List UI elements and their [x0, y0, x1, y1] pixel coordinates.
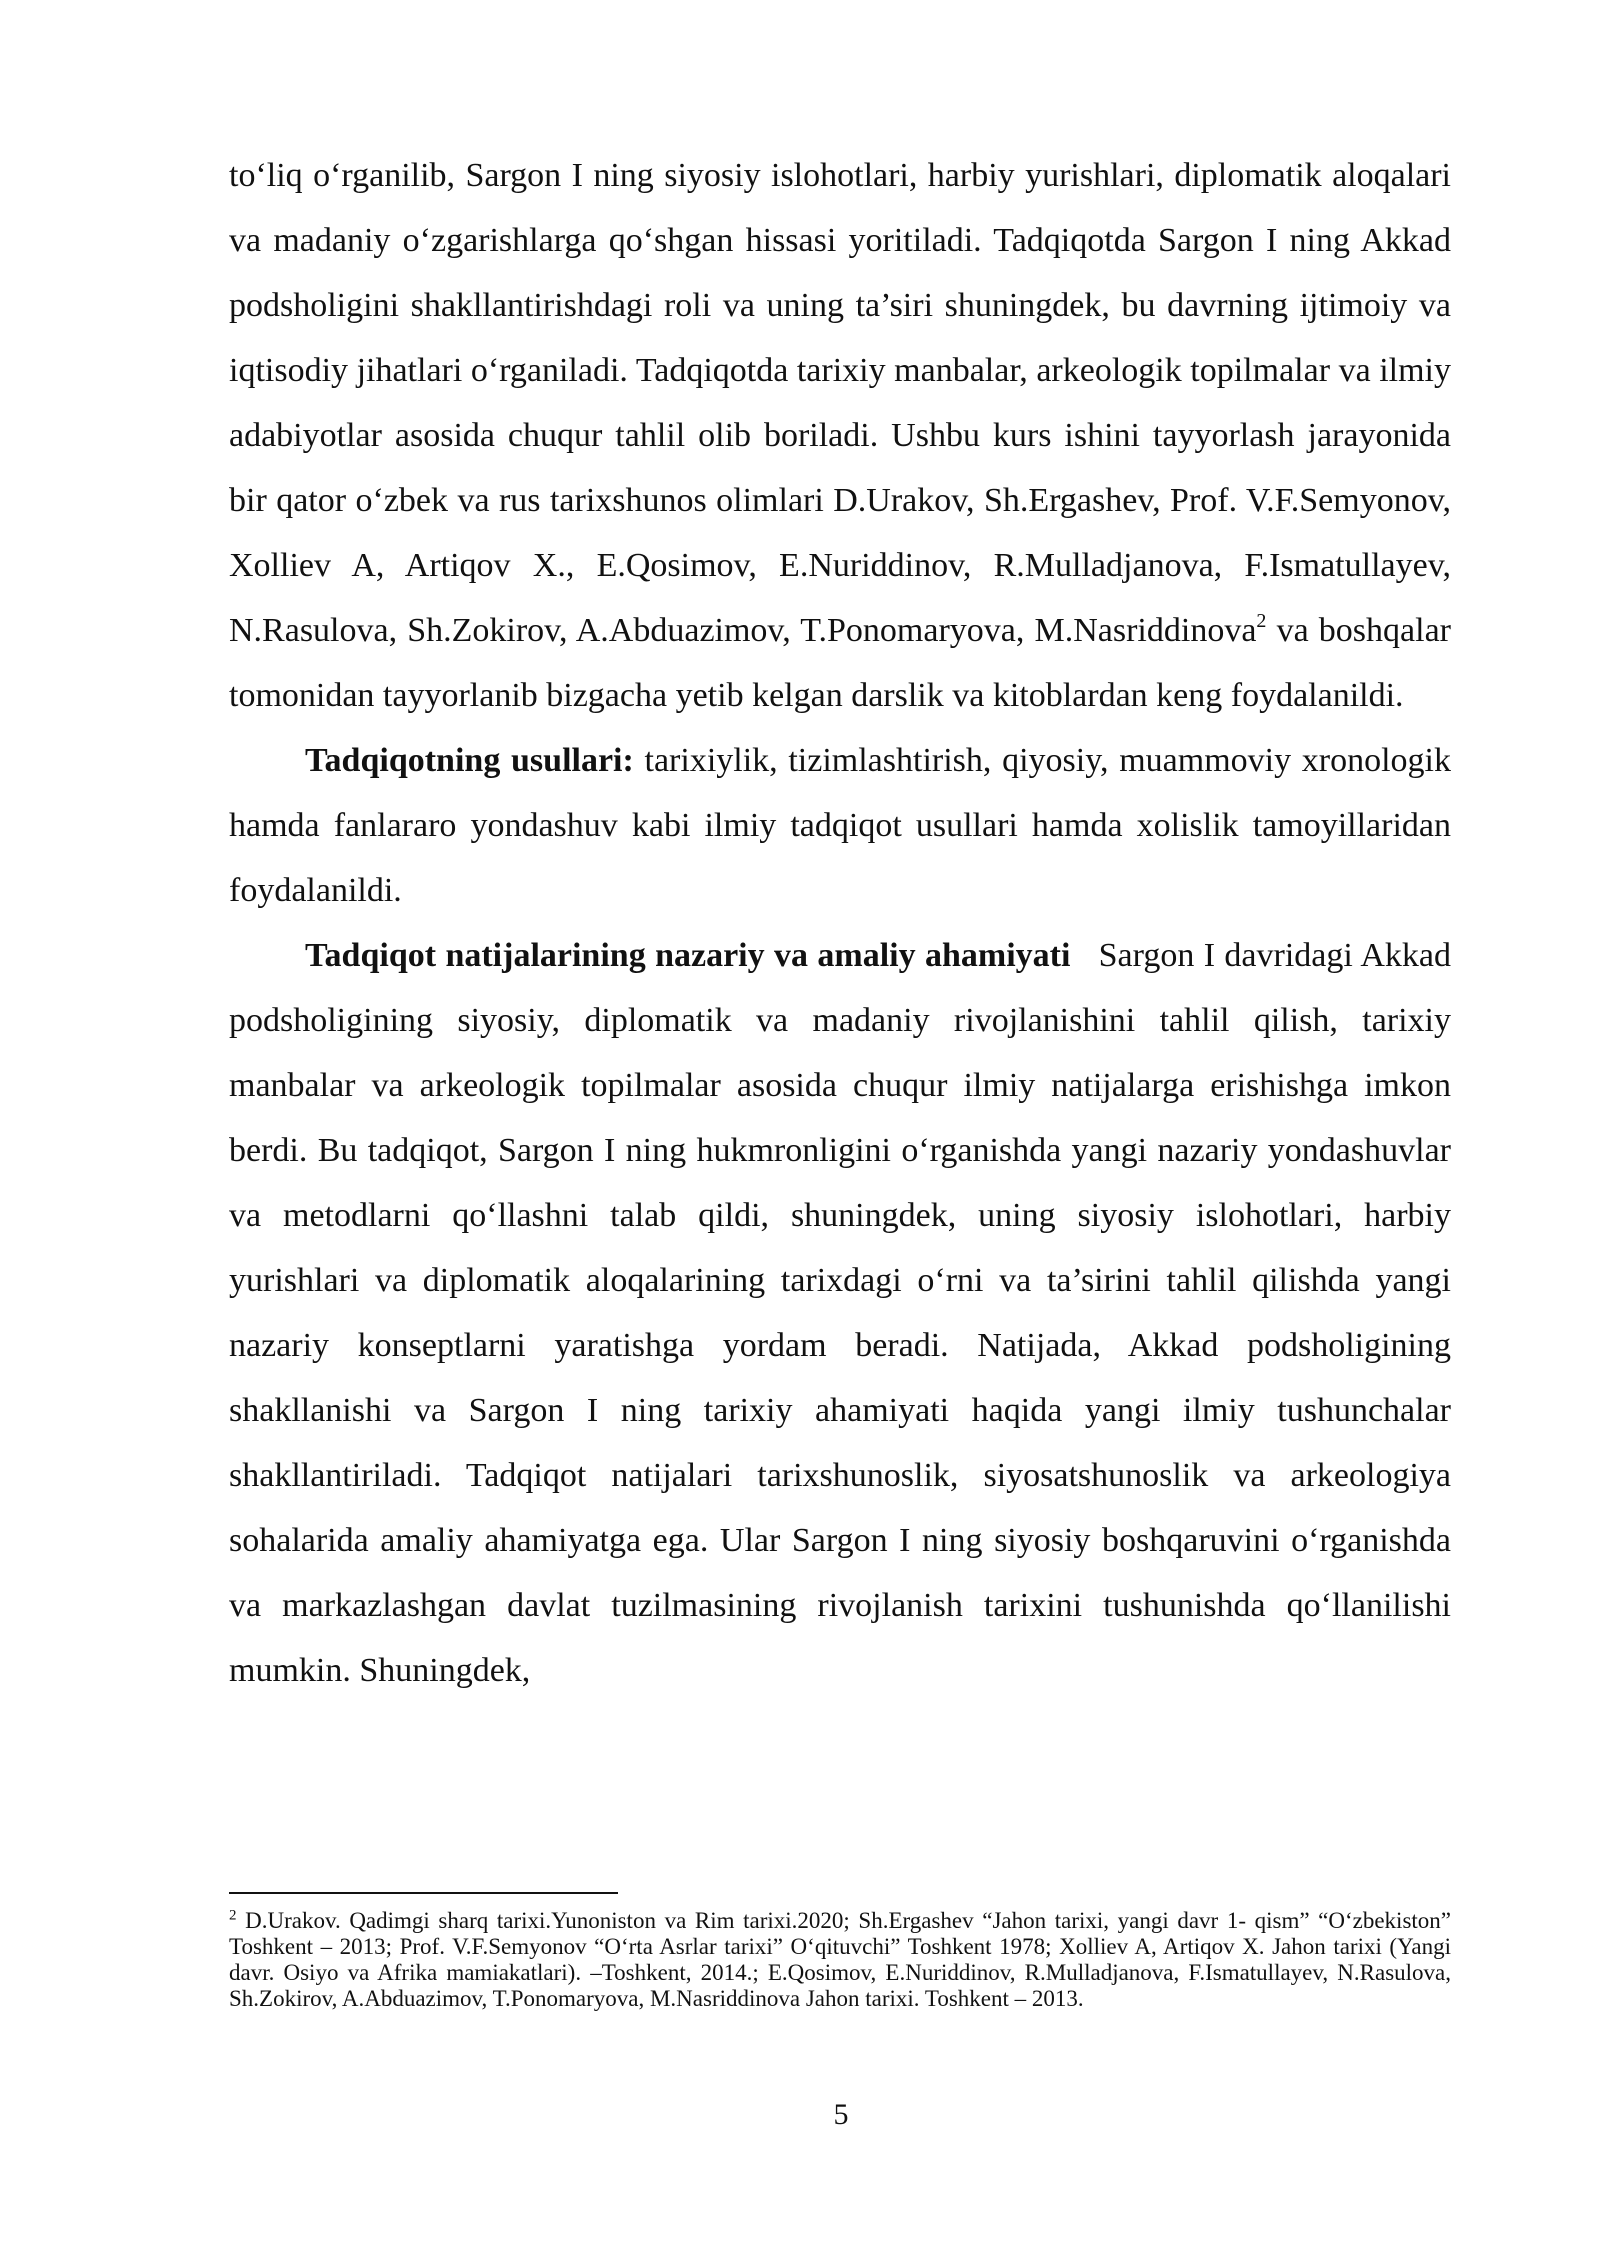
methods-heading: Tadqiqotning usullari: [305, 742, 634, 779]
main-text [229, 143, 1460, 1703]
significance-text: Sargon I davridagi Akkad podsholigining siyosiy, diplomatik va madaniy rivojlanishini tahlil qilish, tarixiy manbalar va arkeologik topilmalar asosida chuqur ilmiy natijalarga erishishga imkon berdi. Bu tadqiqot, Sargon I ning hukmronligini o‘rganishda yangi nazariy yondashuvlar va metodlarni qo‘llashni talab qildi, shuningdek, uning siyosiy islohotlari, harbiy yurishlari va diplomatik aloqalarining tarixdagi o‘rni va ta’sirini tahlil qilishda yangi nazariy konseptlarni yaratishga yordam beradi. Natijada, Akkad podsholigining shakllanishi va Sargon I ning tarixiy ahamiyati haqida yangi ilmiy tushunchalar shakllantiriladi. Tadqiqot natijalari tarixshunoslik, siyosatshunoslik va arkeologiya sohalarida amaliy ahamiyatga ega. Ular Sargon I ning siyosiy boshqaruvini o‘rganishda va markazlashgan davlat tuzilmasining rivojlanish tarixini tushunishda qo‘llanilishi mumkin. Shuningdek, [229, 937, 1460, 1689]
footnote-text: D.Urakov. Qadimgi sharq tarixi.Yunoniston va Rim tarixi.2020; Sh.Ergashev “Jahon tarixi, yangi davr 1- qism” “O‘zbekiston” Toshkent – 2013; Prof. V.F.Semyonov “O‘rta Asrlar tarixi” O‘qituvchi” Toshkent 1978; Xolliev A, Artiqov X. Jahon tarixi (Yangi davr. Osiyo va Afrika mamiakatlari). –Toshkent, 2014.; E.Qosimov, E.Nuriddinov, R.Mulladjanova, F.Ismatullayev, N.Rasulova, Sh.Zokirov, A.Abduazimov, T.Ponomaryova, M.Nasriddinova Jahon tarixi. Toshkent – 2013. [229, 1908, 1451, 2011]
paragraph-methods [229, 728, 1451, 923]
footnote-reference[interactable]: 2 [1256, 609, 1267, 632]
paragraph-1 [229, 143, 1451, 728]
paragraph-significance [229, 923, 1460, 1703]
footnote-number: 2 [229, 1907, 237, 1924]
methods-text: tarixiylik, tizimlashtirish, qiyosiy, muammoviy xronologik hamda fanlararo yondashuv kabi ilmiy tadqiqot usullari hamda xolislik tamoyillaridan foydalanildi. [229, 742, 1451, 909]
significance-heading: Tadqiqot natijalarining nazariy va amaliy ahamiyati [305, 937, 1071, 974]
page-number: 5 [833, 2098, 849, 2131]
paragraph-1-text: to‘liq o‘rganilib, Sargon I ning siyosiy islohotlari, harbiy yurishlari, diplomatik aloqalari va madaniy o‘zgarishlarga qo‘shgan hissasi yoritiladi. Tadqiqotda Sargon I ning Akkad podsholigini shakllantirishdagi roli va uning ta’siri shuningdek, bu davrning ijtimoiy va iqtisodiy jihatlari o‘rganiladi. Tadqiqotda tarixiy manbalar, arkeologik topilmalar va ilmiy adabiyotlar asosida chuqur tahlil olib boriladi. Ushbu kurs ishini tayyorlash jarayonida bir qator o‘zbek va rus tarixshunos olimlari D.Urakov, Sh.Ergashev, Prof. V.F.Semyonov, Xolliev A, Artiqov X., E.Qosimov, E.Nuriddinov, R.Mulladjanova, F.Ismatullayev, N.Rasulova, Sh.Zokirov, A.Abduazimov, T.Ponomaryova, M.Nasriddinova [229, 157, 1451, 649]
footnote-divider [229, 1892, 618, 1894]
paragraph-1-end: va boshqalar tomonidan tayyorlanib bizgacha yetib kelgan darslik va kitoblardan keng foydalanildi. [229, 612, 1451, 714]
footnote [229, 1908, 1451, 2012]
